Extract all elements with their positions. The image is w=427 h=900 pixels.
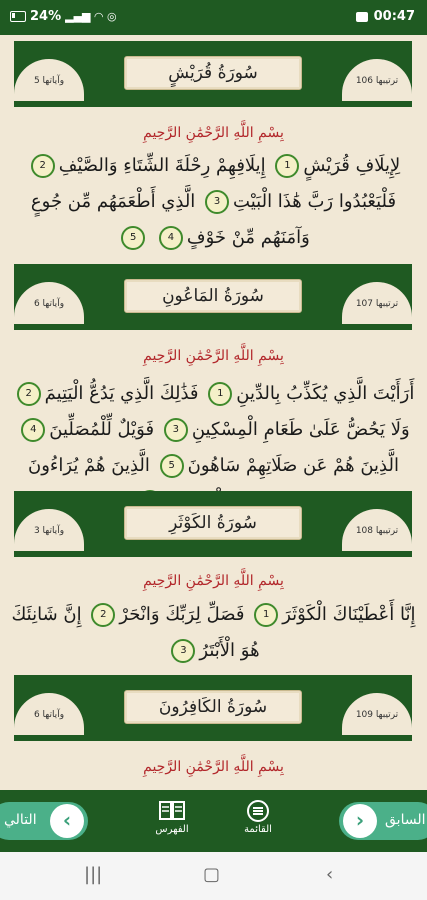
home-icon[interactable]: ▢ (203, 864, 221, 885)
battery-icon (10, 11, 26, 22)
verse-text: إِنَّ شَانِئَكَ هُوَ الْأَبْتَرُ (11, 604, 260, 661)
verse-text: الَّذِينَ هُمْ يُرَاءُونَ (28, 455, 150, 476)
next-button[interactable] (0, 802, 88, 840)
verse-text: فَوَيْلٌ لِّلْمُصَلِّينَ (49, 419, 155, 440)
ayat-count: وآياتها 6 (14, 693, 84, 735)
index-button[interactable] (147, 800, 197, 844)
surah-header (14, 491, 412, 557)
battery-percent: 24% (30, 9, 62, 24)
verse-number-icon: 5 (121, 226, 145, 250)
wifi-icon: ◠ (94, 9, 103, 23)
verse-number-icon: 4 (21, 418, 45, 442)
ayat-count: وآياتها 6 (14, 282, 84, 324)
verse-number-icon: 4 (159, 226, 183, 250)
surah-name: سُورَةُ الكَافِرُونَ (124, 690, 302, 724)
previous-button[interactable] (339, 802, 427, 840)
surah-header (14, 41, 412, 107)
surah-name: سُورَةُ الكَوْثَرِ (124, 506, 302, 540)
menu-list-icon (245, 800, 271, 822)
basmala: بِسْمِ اللَّهِ الرَّحْمَٰنِ الرَّحِيمِ (143, 125, 284, 141)
next-label: التالي (4, 812, 37, 828)
quran-page[interactable] (0, 35, 427, 790)
basmala: بِسْمِ اللَّهِ الرَّحْمَٰنِ الرَّحِيمِ (143, 759, 284, 775)
menu-label: القائمة (244, 824, 272, 835)
verses-block (10, 148, 417, 256)
clock: 00:47 (373, 9, 415, 24)
verse-text: فَلْيَعْبُدُوا رَبَّ هَٰذَا الْبَيْتِ (233, 191, 397, 212)
verse-text: الَّذِينَ هُمْ عَن صَلَاتِهِمْ سَاهُونَ (187, 455, 399, 476)
recent-apps-icon[interactable]: ||| (84, 864, 103, 885)
verses-block (10, 597, 417, 669)
previous-label: السابق (385, 812, 426, 828)
surah-name: سُورَةُ قُرَيْشٍ (124, 56, 302, 90)
verse-number-icon: 3 (205, 190, 229, 214)
chevron-right-icon: › (343, 804, 377, 838)
surah-order: ترتيبها 109 (342, 693, 412, 735)
verse-number-icon: 3 (164, 418, 188, 442)
basmala: بِسْمِ اللَّهِ الرَّحْمَٰنِ الرَّحِيمِ (143, 348, 284, 364)
surah-header (14, 675, 412, 741)
chevron-left-icon: ‹ (50, 804, 84, 838)
system-navigation-bar (0, 852, 427, 900)
status-bar (0, 0, 427, 35)
verse-number-icon: 1 (254, 603, 278, 627)
verse-number-icon: 2 (31, 154, 55, 178)
basmala: بِسْمِ اللَّهِ الرَّحْمَٰنِ الرَّحِيمِ (143, 573, 284, 589)
verse-number-icon: 5 (160, 454, 184, 478)
verse-text: لِإِيلَافِ قُرَيْشٍ (303, 155, 401, 176)
surah-name: سُورَةُ المَاعُونِ (124, 279, 302, 313)
surah-order: ترتيبها 107 (342, 282, 412, 324)
verse-text: إِيلَافِهِمْ رِحْلَةَ الشِّتَاءِ وَالصَّيْفِ (58, 155, 266, 176)
message-icon (356, 12, 368, 22)
verse-number-icon: 3 (171, 639, 195, 663)
surah-order: ترتيبها 106 (342, 59, 412, 101)
surah-header (14, 264, 412, 330)
bottom-toolbar (0, 790, 427, 852)
verse-text: وَلَا يَحُضُّ عَلَىٰ طَعَامِ الْمِسْكِينِ (191, 419, 410, 440)
signal-icon: ▂▄▆ (65, 9, 91, 23)
verse-text: أَرَأَيْتَ الَّذِي يُكَذِّبُ بِالدِّينِ (236, 383, 415, 404)
whatsapp-icon: ◎ (106, 9, 117, 23)
verse-number-icon: 1 (275, 154, 299, 178)
menu-button[interactable] (233, 800, 283, 844)
ayat-count: وآياتها 5 (14, 59, 84, 101)
verse-number-icon: 2 (17, 382, 41, 406)
back-icon[interactable]: ‹ (326, 864, 334, 885)
index-label: الفهرس (155, 824, 189, 835)
verse-text: فَصَلِّ لِرَبِّكَ وَانْحَرْ (119, 604, 245, 625)
verse-text: إِنَّا أَعْطَيْنَاكَ الْكَوْثَرَ (282, 604, 416, 625)
ayat-count: وآياتها 3 (14, 509, 84, 551)
surah-order: ترتيبها 108 (342, 509, 412, 551)
verse-text: الَّذِي أَطْعَمَهُم مِّن جُوعٍ وَآمَنَهُم مِّنْ خَوْفٍ (30, 191, 310, 248)
verse-number-icon: 2 (91, 603, 115, 627)
book-index-icon (159, 800, 185, 822)
verse-text: فَذَٰلِكَ الَّذِي يَدُعُّ الْيَتِيمَ (44, 383, 199, 404)
verse-number-icon: 1 (208, 382, 232, 406)
